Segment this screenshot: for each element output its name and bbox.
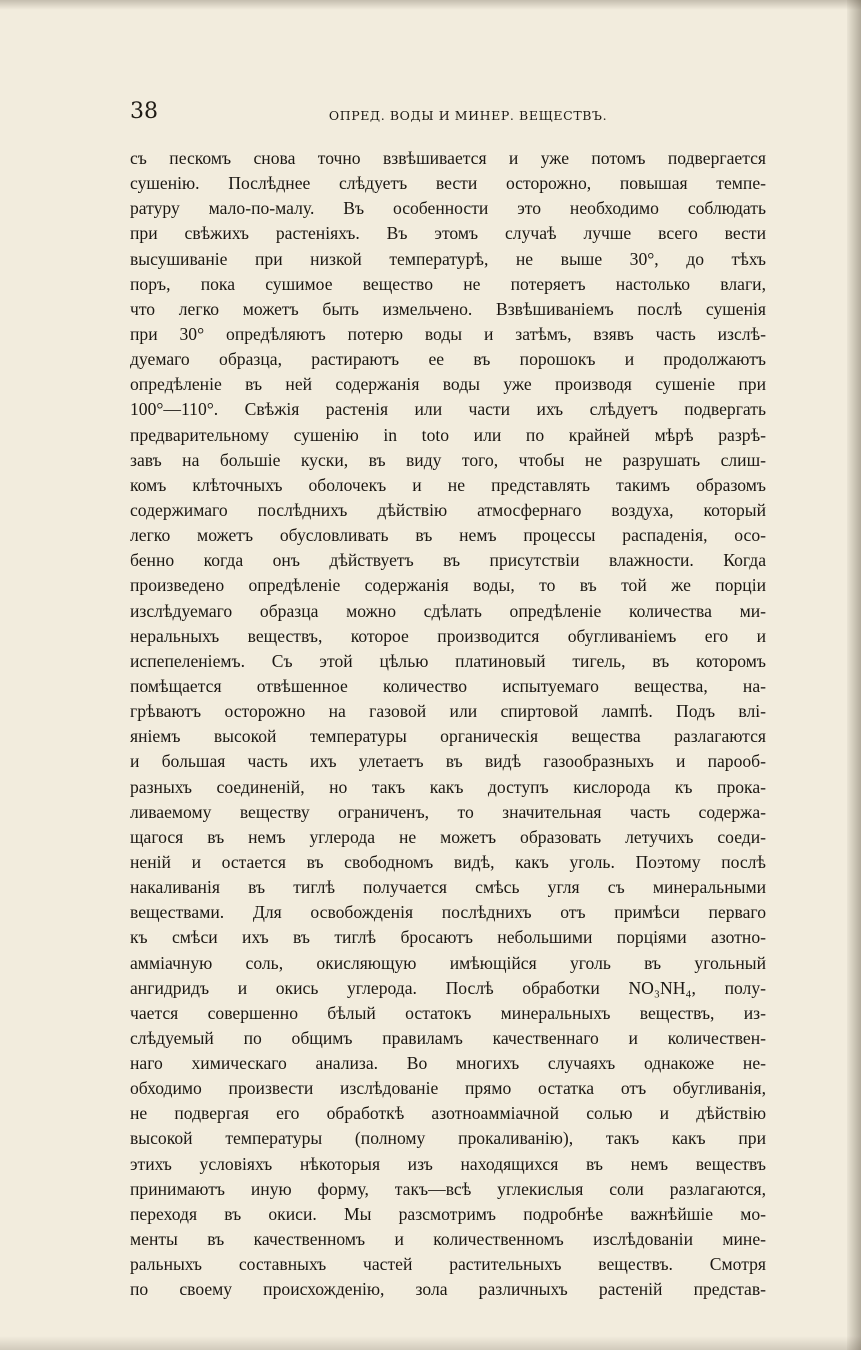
page-top-shadow	[0, 0, 861, 10]
text-line: помѣщается отвѣшенное количество испытуемаго вещества, на-	[130, 675, 766, 696]
text-line: обходимо произвести изслѣдованіе прямо остатка отъ обугливанія,	[130, 1078, 766, 1099]
text-line: не подвергая его обработкѣ азотноамміачной солью и дѣйствію	[130, 1103, 766, 1124]
text-line: по своему происхожденію, зола различныхъ растеній представ-	[130, 1279, 766, 1300]
text-line: менты въ качественномъ и количественномъ изслѣдованіи мине-	[130, 1229, 766, 1250]
text-line: грѣваютъ осторожно на газовой или спиртовой лампѣ. Подъ влі-	[130, 701, 766, 722]
text-line: что легко можетъ быть измельчено. Взвѣшиваніемъ послѣ сушенія	[130, 298, 766, 319]
text-line: щагося въ немъ углерода не можетъ образовать летучихъ соеди-	[130, 826, 766, 847]
text-line: переходя въ окиси. Мы разсмотримъ подробнѣе важнѣйшіе мо-	[130, 1203, 766, 1224]
text-line: высокой температуры (полному прокаливанію), такъ какъ при	[130, 1128, 766, 1149]
text-line: чается совершенно бѣлый остатокъ минеральныхъ веществъ, из-	[130, 1002, 766, 1023]
text-line: при 30° опредѣляютъ потерю воды и затѣмъ, взявъ часть изслѣ-	[130, 323, 766, 344]
text-line: 100°—110°. Свѣжія растенія или части ихъ слѣдуетъ подвергать	[130, 399, 766, 420]
text-line: ральныхъ составныхъ частей растительныхъ веществъ. Смотря	[130, 1254, 766, 1275]
text-line: изслѣдуемаго образца можно сдѣлать опредѣленіе количества ми-	[130, 600, 766, 621]
text-line: къ смѣси ихъ въ тиглѣ бросаютъ небольшими порціями азотно-	[130, 927, 766, 948]
text-line: сушенію. Послѣднее слѣдуетъ вести осторожно, повышая темпе-	[130, 173, 766, 194]
text-line: ангидридъ и окись углерода. Послѣ обработки NO₃NH₄, полу-	[130, 977, 766, 998]
text-line: содержимаго послѣднихъ дѣйствію атмосфернаго воздуха, который	[130, 499, 766, 520]
text-line: предварительному сушенію in toto или по крайней мѣрѣ разрѣ-	[130, 424, 766, 445]
text-line: легко можетъ обусловливать въ немъ процессы распаденія, осо-	[130, 525, 766, 546]
text-line: при свѣжихъ растеніяхъ. Въ этомъ случаѣ лучше всего вести	[130, 223, 766, 244]
text-line: испепеленіемъ. Съ этой цѣлью платиновый тигель, въ которомъ	[130, 650, 766, 671]
text-line: яніемъ высокой температуры органическія вещества разлагаются	[130, 726, 766, 747]
text-line: наго химическаго анализа. Во многихъ случаяхъ однакоже не-	[130, 1053, 766, 1074]
text-line: завъ на большіе куски, въ виду того, чтобы не разрушать слиш-	[130, 449, 766, 470]
text-line: опредѣленіе въ ней содержанія воды уже производя сушеніе при	[130, 374, 766, 395]
text-line: разныхъ соединеній, но такъ какъ доступъ кислорода къ прока-	[130, 776, 766, 797]
text-line: амміачную соль, окисляющую имѣющійся уголь въ угольный	[130, 952, 766, 973]
text-line: и большая часть ихъ улетаетъ въ видѣ газообразныхъ и парооб-	[130, 751, 766, 772]
text-line: веществами. Для освобожденія послѣднихъ отъ примѣси перваго	[130, 902, 766, 923]
running-title: ОПРЕД. ВОДЫ И МИНЕР. ВЕЩЕСТВЪ.	[328, 108, 608, 123]
page-bottom-shadow	[0, 1336, 861, 1350]
text-line: этихъ условіяхъ нѣкоторыя изъ находящихся въ немъ веществъ	[130, 1153, 766, 1174]
text-line: бенно когда онъ дѣйствуетъ въ присутствіи влажности. Когда	[130, 550, 766, 571]
text-line: ратуру мало-по-малу. Въ особенности это необходимо соблюдать	[130, 198, 766, 219]
page-number: 38	[130, 99, 158, 124]
text-line: ливаемому веществу ограниченъ, то значительная часть содержа-	[130, 801, 766, 822]
page-header	[130, 96, 766, 132]
text-line: съ пескомъ снова точно взвѣшивается и уже потомъ подвергается	[130, 148, 766, 168]
text-line: накаливанія въ тиглѣ получается смѣсь угля съ минеральными	[130, 877, 766, 898]
text-line: комъ клѣточныхъ оболочекъ и не представлять такимъ образомъ	[130, 474, 766, 495]
text-line: дуемаго образца, растираютъ ее въ порошокъ и продолжаютъ	[130, 349, 766, 370]
page-binding-shadow	[847, 0, 861, 1350]
text-line: слѣдуемый по общимъ правиламъ качественнаго и количествен-	[130, 1027, 766, 1048]
text-line: высушиваніе при низкой температурѣ, не выше 30°, до тѣхъ	[130, 248, 766, 269]
text-line: произведено опредѣленіе содержанія воды, то въ той же порціи	[130, 575, 766, 596]
text-line: принимаютъ иную форму, такъ—всѣ углекислыя соли разлагаются,	[130, 1178, 766, 1199]
text-line: поръ, пока сушимое вещество не потеряетъ настолько влаги,	[130, 273, 766, 294]
text-line: неральныхъ веществъ, которое производится обугливаніемъ его и	[130, 625, 766, 646]
body-text	[130, 146, 766, 1302]
text-line: неній и остается въ свободномъ видѣ, какъ уголь. Поэтому послѣ	[130, 851, 766, 872]
